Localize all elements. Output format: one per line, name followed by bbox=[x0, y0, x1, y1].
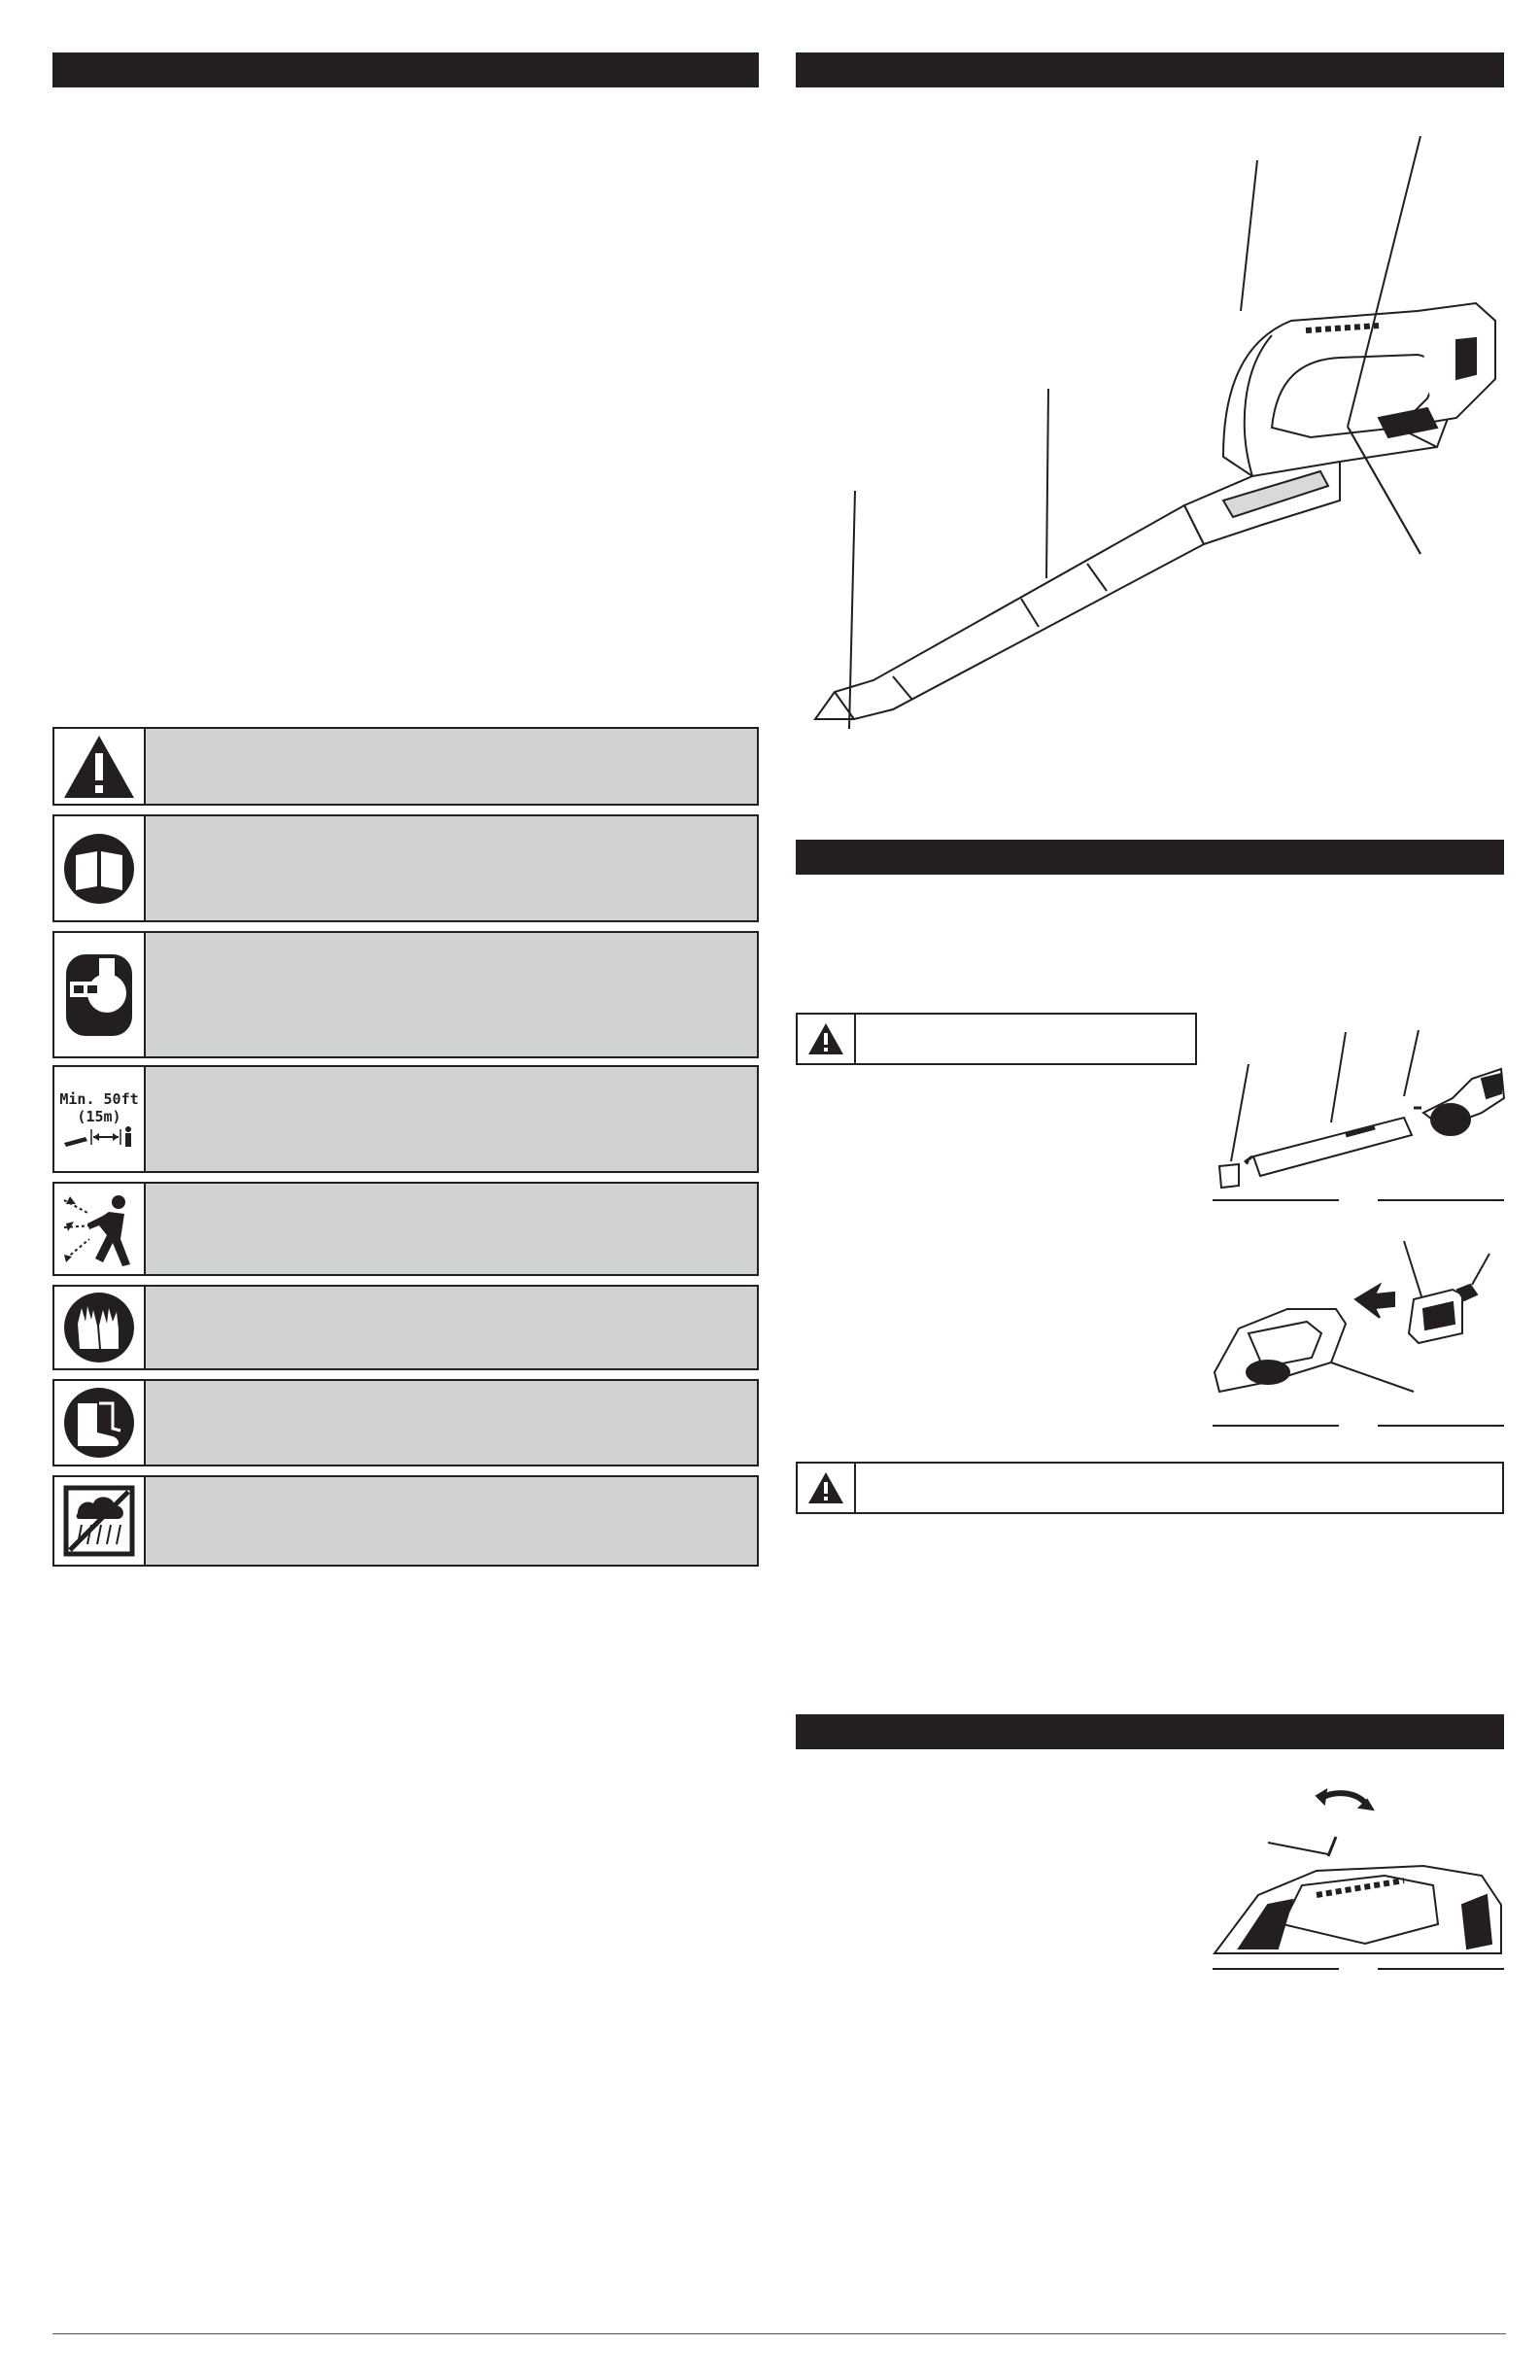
warning-triangle-icon bbox=[798, 1464, 856, 1512]
warning-box-small bbox=[796, 1013, 1197, 1065]
figure-caption-line bbox=[1213, 1199, 1339, 1201]
boots-icon bbox=[54, 1381, 146, 1465]
section-header-bar-left bbox=[52, 52, 759, 87]
blower-diagram bbox=[796, 136, 1504, 777]
safety-symbol-row bbox=[52, 1475, 759, 1567]
no-rain-icon bbox=[54, 1477, 146, 1565]
min-distance-ft: Min. 50ft bbox=[59, 1089, 139, 1108]
section-header-bar-right-3 bbox=[796, 1714, 1504, 1749]
figure-caption-line bbox=[1213, 1968, 1339, 1970]
warning-triangle-icon bbox=[54, 729, 146, 804]
safety-symbol-row bbox=[52, 727, 759, 806]
read-manual-icon bbox=[54, 816, 146, 920]
safety-symbol-row bbox=[52, 931, 759, 1058]
safety-symbol-row bbox=[52, 1285, 759, 1370]
safety-symbol-row bbox=[52, 1379, 759, 1466]
assembly-figure-tubes bbox=[1210, 1020, 1506, 1205]
figure-caption-line bbox=[1378, 1425, 1504, 1427]
min-distance-m: (15m) bbox=[77, 1107, 121, 1125]
warning-box-wide bbox=[796, 1462, 1504, 1514]
figure-caption-line bbox=[1213, 1425, 1339, 1427]
eye-ear-protection-icon bbox=[54, 933, 146, 1056]
safety-symbol-row bbox=[52, 1065, 759, 1173]
safety-symbol-row bbox=[52, 1182, 759, 1276]
thrown-objects-icon bbox=[54, 1184, 146, 1274]
figure-caption-line bbox=[1378, 1199, 1504, 1201]
warning-triangle-icon bbox=[798, 1015, 856, 1063]
section-header-bar-right-1 bbox=[796, 52, 1504, 87]
figure-caption-line bbox=[1378, 1968, 1504, 1970]
bystander-distance-icon bbox=[54, 1067, 146, 1171]
assembly-figure-battery bbox=[1210, 1236, 1506, 1421]
gloves-icon bbox=[54, 1287, 146, 1368]
section-header-bar-right-2 bbox=[796, 840, 1504, 875]
operation-figure-switch bbox=[1210, 1778, 1506, 1973]
footer-rule bbox=[52, 2333, 1506, 2334]
safety-symbol-row bbox=[52, 814, 759, 922]
